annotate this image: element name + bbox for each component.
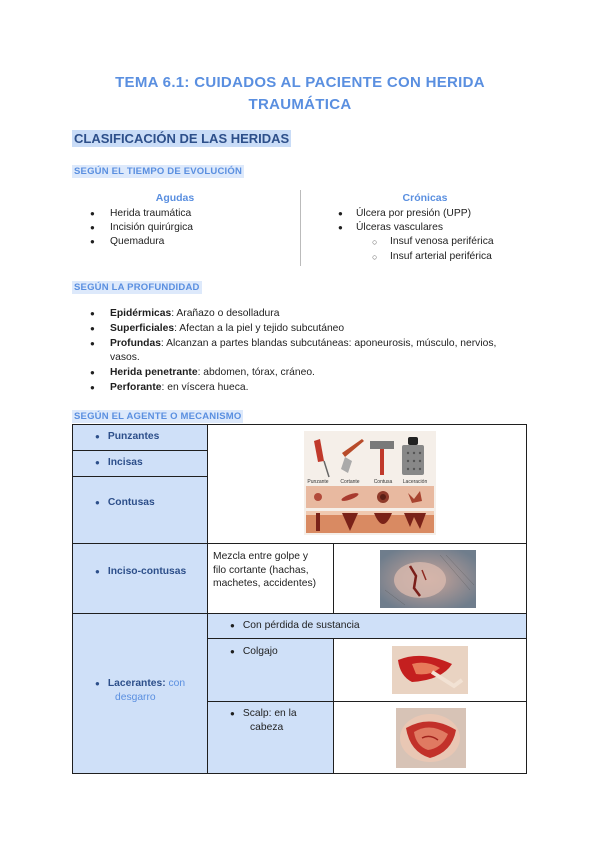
- bullet: ●: [338, 223, 343, 232]
- cell-punzantes: [72, 424, 208, 451]
- cronicas-title: Crónicas: [402, 192, 448, 204]
- term: Herida penetrante: [110, 367, 198, 378]
- profundidad-item: [110, 337, 496, 351]
- desc: : abdomen, tórax, cráneo.: [197, 367, 315, 378]
- agudas-item: Incisión quirúrgica: [110, 222, 193, 233]
- inciso-desc-line: Mezcla entre golpe y: [213, 551, 309, 562]
- agudas-item: Herida traumática: [110, 208, 192, 219]
- term: Perforante: [110, 382, 162, 393]
- cell-colgajo-image: [333, 638, 527, 702]
- agudas-item: Quemadura: [110, 236, 165, 247]
- term: Superficiales: [110, 323, 175, 334]
- section-heading: CLASIFICACIÓN DE LAS HERIDAS: [74, 131, 290, 146]
- cell-lacerantes: [72, 613, 208, 774]
- cell-incisas: [72, 450, 208, 477]
- bullet: ●: [338, 209, 343, 218]
- desc: : Arañazo o desolladura: [171, 308, 280, 319]
- cell-inciso-contusas: [72, 543, 208, 614]
- agudas-title: Agudas: [155, 192, 195, 204]
- cronicas-subitem: Insuf arterial periférica: [390, 251, 492, 262]
- profundidad-item: [110, 366, 315, 380]
- label-punzante: Punzante: [307, 479, 329, 485]
- label-contusa: Contusa: [373, 479, 393, 485]
- profundidad-item-cont: vasos.: [110, 352, 140, 363]
- label-contusas: ● Contusas: [95, 497, 155, 508]
- bullet: ○: [372, 252, 378, 262]
- cell-contusas: [72, 476, 208, 544]
- label-colgajo: ● Colgajo: [230, 646, 278, 657]
- inciso-desc-line: filo cortante (hachas,: [213, 564, 309, 576]
- colgajo-photo: [392, 646, 468, 694]
- bullet: ●: [90, 309, 95, 318]
- bullet: ●: [90, 223, 95, 232]
- cell-inciso-desc: [207, 543, 334, 614]
- desc: : en víscera hueca.: [161, 382, 249, 393]
- wound-types-figure: [304, 431, 436, 535]
- label-cortante: Cortante: [340, 479, 360, 485]
- cell-perdida: [207, 613, 527, 639]
- label-incisas: ● Incisas: [95, 457, 143, 468]
- title-line-1: TEMA 6.1: CUIDADOS AL PACIENTE CON HERIDA: [115, 74, 485, 91]
- cronicas-item: Úlcera por presión (UPP): [356, 208, 472, 219]
- title-line-2: TRAUMÁTICA: [248, 96, 352, 113]
- profundidad-item: [110, 322, 344, 336]
- inciso-contusa-photo: [380, 550, 476, 608]
- bullet: ●: [90, 237, 95, 246]
- bullet: ●: [90, 209, 95, 218]
- column-divider: [300, 190, 301, 266]
- label-laceracion: Laceración: [402, 479, 428, 485]
- label-scalp: ● Scalp: en la cabeza: [230, 708, 297, 733]
- cell-wound-types-figure: [207, 424, 527, 544]
- profundidad-item: [110, 307, 279, 321]
- term: Profundas: [110, 338, 161, 349]
- label-perdida: ● Con pérdida de sustancia: [230, 620, 360, 631]
- heading-tiempo: SEGÚN EL TIEMPO DE EVOLUCIÓN: [74, 166, 242, 177]
- cell-scalp: [207, 701, 334, 774]
- label-lacerantes: ● Lacerantes: con desgarro: [95, 678, 186, 703]
- term: Epidérmicas: [110, 308, 172, 319]
- page-title: [60, 72, 540, 116]
- scalp-photo: [396, 708, 466, 768]
- cell-scalp-image: [333, 701, 527, 774]
- cell-colgajo: [207, 638, 334, 702]
- bullet: ○: [372, 237, 378, 247]
- bullet: ●: [90, 324, 95, 333]
- heading-agente: SEGÚN EL AGENTE O MECANISMO: [74, 411, 242, 422]
- cronicas-item: Úlceras vasculares: [356, 222, 443, 233]
- bullet: ●: [90, 368, 95, 377]
- desc: : Alcanzan a partes blandas subcutáneas: aponeurosis, músculo, nervios,: [160, 338, 497, 349]
- inciso-desc: [213, 550, 316, 591]
- cell-inciso-image: [333, 543, 527, 614]
- label-inciso-contusas: ● Inciso-contusas: [95, 566, 187, 577]
- bullet: ●: [90, 383, 95, 392]
- cronicas-subitem: Insuf venosa periférica: [390, 236, 494, 247]
- inciso-desc-line: machetes, accidentes): [213, 578, 317, 589]
- bullet: ●: [90, 339, 95, 348]
- heading-profundidad: SEGÚN LA PROFUNDIDAD: [74, 282, 200, 293]
- desc: : Afectan a la piel y tejido subcutáneo: [174, 323, 345, 334]
- profundidad-item: [110, 381, 249, 395]
- label-punzantes: ● Punzantes: [95, 431, 160, 442]
